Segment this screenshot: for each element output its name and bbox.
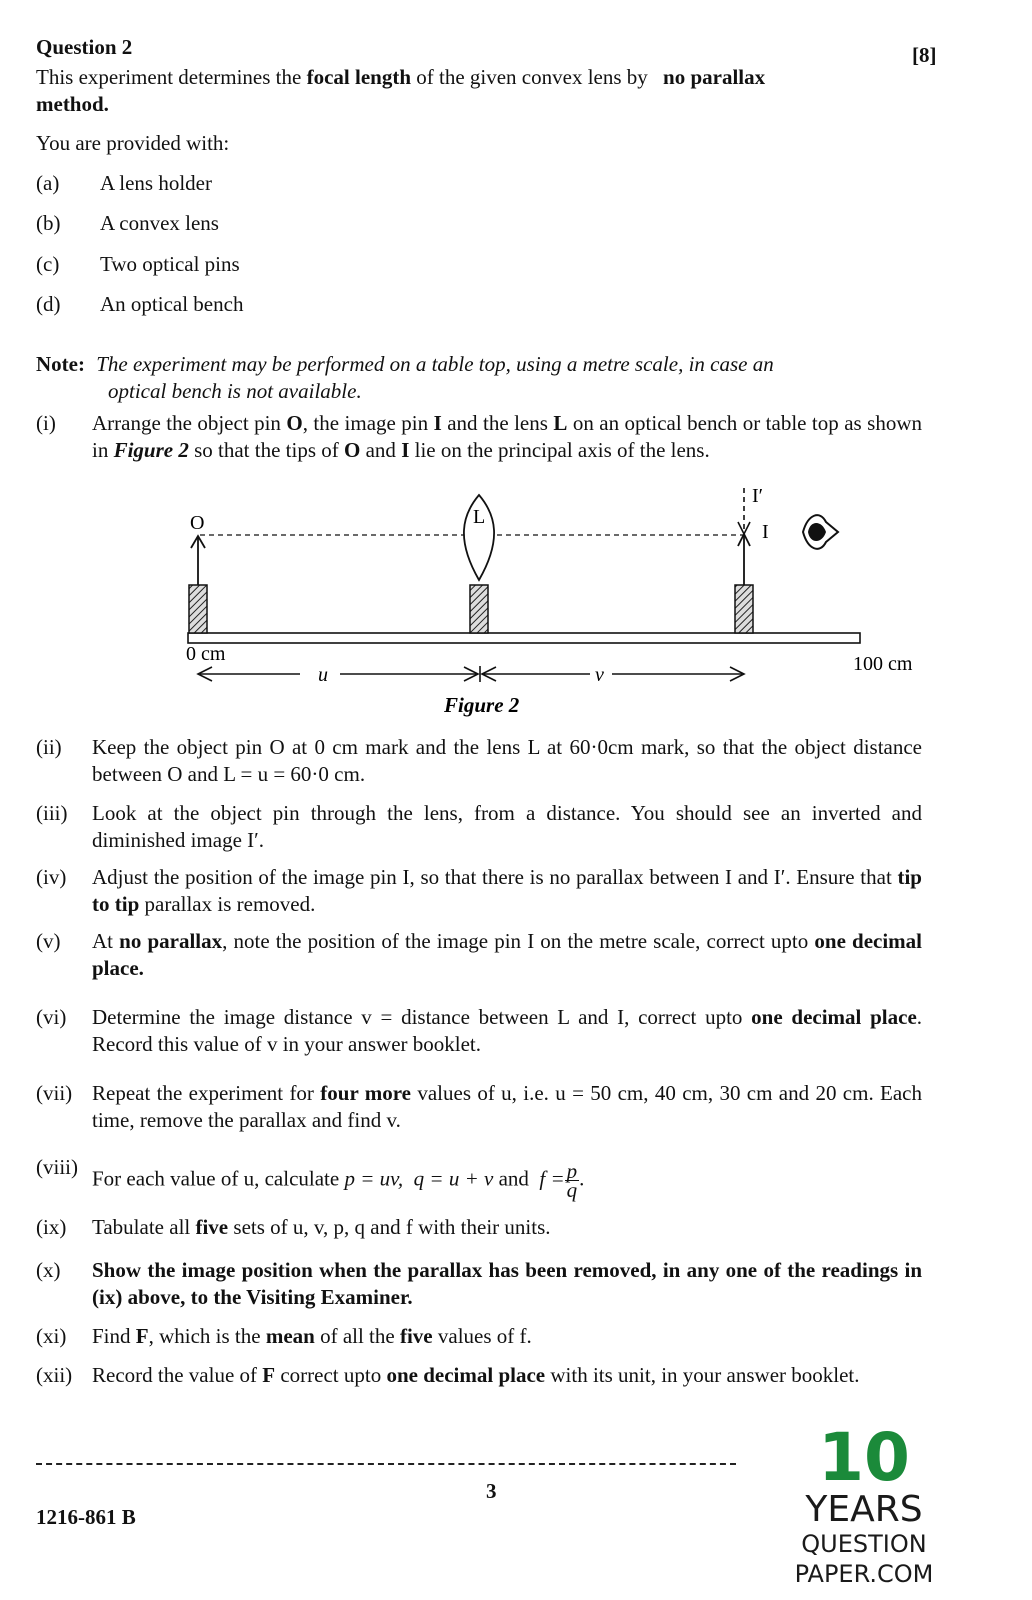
formula-q: q = u + v (413, 1166, 494, 1191)
step-label: (ix) (36, 1215, 67, 1239)
fraction-numerator: p (566, 1159, 578, 1183)
step-label: (vi) (36, 1005, 67, 1029)
question-title: Question 2 (36, 35, 133, 59)
logo-years: YEARS (805, 1489, 923, 1530)
u-label: u (318, 664, 328, 686)
step-vi-text-a: Determine the image distance v = distance between L and I, correct upto (92, 1005, 752, 1029)
step-text (92, 410, 922, 464)
step-iv-text-c: parallax is removed. (139, 892, 316, 916)
step-text: Look at the object pin through the lens, from a distance. You should see an inverted and diminished image I′. (92, 801, 922, 852)
hundred-cm-label: 100 cm (853, 653, 913, 675)
step-iv-text-a: Adjust the position of the image pin I, so that there is no parallax between I and I′. Ensure that (92, 865, 898, 889)
step-xi-five: five (399, 1324, 433, 1348)
step-viii-and: and (493, 1166, 535, 1191)
intro-method: method. (36, 92, 109, 116)
step-xii-bold: one decimal place (386, 1363, 546, 1387)
provided-label: You are provided with: (36, 131, 230, 155)
footer-divider (36, 1463, 736, 1465)
note (36, 351, 936, 405)
step-v-bold-2: one decimal place. (92, 929, 923, 980)
logo-number: 10 (818, 1419, 910, 1496)
step-label: (x) (36, 1258, 61, 1282)
step-text (92, 1214, 922, 1241)
step-label: (viii) (36, 1155, 78, 1179)
intro-text-1: This experiment determines the (36, 65, 307, 89)
step-i-text-c: and the lens (441, 411, 554, 435)
step-vii-text-a: Repeat the experiment for (92, 1081, 321, 1105)
step-xii-text-a: Record the value of (92, 1363, 263, 1387)
marks-label: [8] (912, 43, 937, 67)
optical-bench-diagram (0, 480, 1032, 725)
step-text (92, 1080, 922, 1134)
step-label: (v) (36, 929, 61, 953)
step-ix-bold: five (195, 1215, 229, 1239)
paper-code: 1216-861 B (36, 1505, 136, 1529)
step-i-figure-ref: Figure 2 (113, 438, 189, 462)
step-iv-bold: tip to tip (92, 865, 922, 916)
step-label: (iv) (36, 865, 67, 889)
step-i-I: I (433, 411, 442, 435)
object-pin-stand (189, 585, 207, 633)
material-label: (c) (36, 252, 60, 276)
material-label: (a) (36, 171, 60, 195)
step-xi-text-e: of all the (314, 1324, 400, 1348)
step-vii-text-c: values of u, i.e. u = 50 cm, 40 cm, 30 cm and 20 cm. Each time, remove the parallax and find v. (92, 1081, 923, 1132)
step-text (92, 1362, 922, 1389)
fraction-denominator: q (566, 1178, 578, 1202)
step-xi-text-c: , which is the (148, 1324, 266, 1348)
figure-2 (0, 480, 1032, 725)
formula-fraction (565, 1159, 580, 1202)
site-logo (734, 1419, 994, 1595)
step-i-O: O (286, 411, 303, 435)
zero-cm-label: 0 cm (186, 643, 226, 665)
note-label: Note: (36, 352, 85, 376)
step-i-I2: I (401, 438, 410, 462)
step-text: Show the image position when the parallax has been removed, in any one of the readings in (ix) above, to the Visiting Examiner. (92, 1258, 922, 1309)
note-line-2: optical bench is not available. (108, 379, 362, 403)
step-ix-text-c: sets of u, v, p, q and f with their units. (228, 1215, 551, 1239)
step-label: (xi) (36, 1324, 67, 1348)
lens-stand (470, 585, 488, 633)
formula-f: f = (539, 1166, 565, 1191)
lens-label: L (473, 506, 486, 528)
step-xii-text-c: correct upto (275, 1363, 387, 1387)
intro-paragraph (36, 64, 936, 118)
step-xi-text-a: Find (92, 1324, 136, 1348)
step-i-O2: O (344, 438, 361, 462)
material-text: Two optical pins (100, 252, 240, 276)
step-i-text-g: lie on the principal axis of the lens. (409, 438, 710, 462)
figure-caption: Figure 2 (444, 693, 520, 717)
page-number: 3 (486, 1479, 497, 1503)
image-label-prime: I′ (752, 485, 764, 507)
step-text (92, 864, 922, 918)
step-label: (i) (36, 411, 56, 435)
step-i-text-e: so that the tips of (188, 438, 345, 462)
image-pin-stand (735, 585, 753, 633)
note-line-1: The experiment may be performed on a table top, using a metre scale, in case an (96, 352, 774, 376)
step-v-text-c: , note the position of the image pin I on the metre scale, correct upto (222, 929, 815, 953)
step-text (92, 1159, 922, 1202)
step-label: (xii) (36, 1363, 73, 1387)
step-ix-text-a: Tabulate all (92, 1215, 196, 1239)
step-text (92, 928, 922, 982)
material-text: An optical bench (100, 292, 244, 316)
intro-focal-length: focal length (306, 65, 411, 89)
image-label: I (762, 521, 769, 543)
step-i-text-f: and (360, 438, 402, 462)
step-i-L: L (553, 411, 568, 435)
step-v-bold: no parallax (119, 929, 223, 953)
bench-rail (188, 633, 860, 643)
step-text (92, 1004, 922, 1058)
step-text (92, 1323, 922, 1350)
object-pin-label: O (190, 512, 205, 534)
step-i-text-a: Arrange the object pin (92, 411, 287, 435)
step-vii-bold: four more (320, 1081, 411, 1105)
intro-text-2: of the given convex lens by (411, 65, 654, 89)
logo-site: QUESTION PAPER.COM (794, 1530, 934, 1588)
material-text: A lens holder (100, 171, 212, 195)
step-vi-bold: one decimal place (751, 1005, 917, 1029)
v-label: v (595, 664, 604, 686)
formula-p: p = uv, (344, 1166, 404, 1191)
step-label: (ii) (36, 735, 62, 759)
material-label: (d) (36, 292, 61, 316)
step-viii-end: . (579, 1166, 585, 1191)
step-viii-text-a: For each value of u, calculate (92, 1166, 345, 1191)
step-i-text-d: on an optical bench or table top as shown in (92, 411, 922, 462)
step-xi-F: F (135, 1324, 149, 1348)
step-xii-F: F (262, 1363, 276, 1387)
material-label: (b) (36, 211, 61, 235)
step-xi-mean: mean (265, 1324, 315, 1348)
step-v-text-a: At (92, 929, 120, 953)
step-i-text-b: , the image pin (302, 411, 434, 435)
step-vi-text-c: . Record this value of v in your answer booklet. (92, 1005, 923, 1056)
intro-no-parallax: no parallax (663, 65, 766, 89)
step-label: (vii) (36, 1081, 73, 1105)
step-label: (iii) (36, 801, 68, 825)
material-text: A convex lens (100, 211, 219, 235)
step-xi-text-g: values of f. (432, 1324, 532, 1348)
step-xii-text-e: with its unit, in your answer booklet. (545, 1363, 860, 1387)
step-text: Keep the object pin O at 0 cm mark and the lens L at 60·0cm mark, so that the object distance between O and L = u = 60·0 cm. (92, 735, 922, 786)
